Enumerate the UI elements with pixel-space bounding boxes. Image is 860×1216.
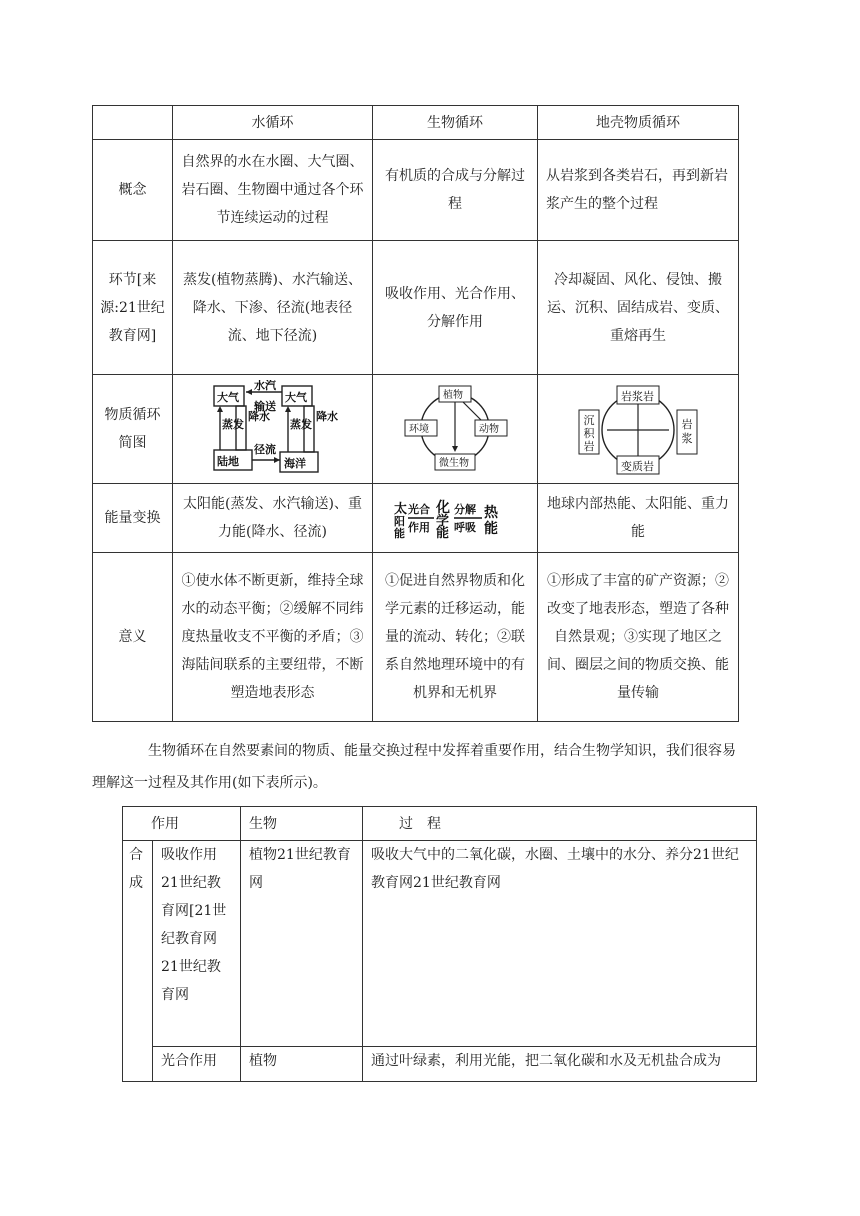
- cell-organism-photosynthesis: 植物: [241, 1047, 363, 1082]
- evap-arrowhead-1: [217, 406, 223, 412]
- cell-crust-concept: 从岩浆到各类岩石，再到新岩浆产生的整个过程: [538, 140, 739, 241]
- water-cycle-diagram: [208, 380, 338, 478]
- header-water-cycle: 水循环: [173, 106, 373, 140]
- cell-crust-significance: ①形成了丰富的矿产资源；②改变了地表形态，塑造了各种自然景观；③实现了地区之间、圈层之间的物质交换、能量传输: [538, 553, 739, 722]
- cell-crust-diagram: [538, 375, 739, 484]
- bio-diag-env: 环境: [409, 424, 429, 435]
- bio-diag-plant: 植物: [443, 390, 463, 401]
- formula-chem-3: 能: [436, 526, 450, 541]
- cell-bio-steps: 吸收作用、光合作用、分解作用: [373, 241, 538, 375]
- cell-organism-absorption: 植物21世纪教育网: [241, 841, 363, 1047]
- cell-water-energy: 太阳能(蒸发、水汽输送)、重力能(降水、径流): [173, 484, 373, 553]
- formula-sun-1: 太: [394, 502, 408, 517]
- header-process: 过 程: [363, 807, 757, 841]
- formula-heat-2: 能: [484, 521, 498, 537]
- water-diag-atm2: 大气: [284, 391, 307, 404]
- crust-diag-sediment-2: 积: [583, 427, 595, 440]
- water-diag-runoff: 径流: [253, 443, 276, 456]
- formula-chem-2: 学: [436, 514, 450, 529]
- water-diag-rain1: 降水: [247, 410, 270, 423]
- water-diag-rain2: 降水: [315, 410, 338, 423]
- table-row: [123, 841, 757, 1047]
- header-bio-cycle: 生物循环: [373, 106, 538, 140]
- cell-crust-energy: 地球内部热能、太阳能、重力能: [538, 484, 739, 553]
- row-label-steps: 环节[来源:21世纪教育网]: [93, 241, 173, 375]
- table-header-row: [93, 106, 739, 140]
- evap-arrowhead-2: [285, 406, 291, 412]
- cell-bio-significance: ①促进自然界物质和化学元素的迁移运动，能量的流动、转化；②联系自然地理环境中的有机界和无机界: [373, 553, 538, 722]
- cell-process-photosynthesis: 通过叶绿素，利用光能，把二氧化碳和水及无机盐合成为: [363, 1047, 757, 1082]
- group-synthesis: [123, 841, 153, 1082]
- cell-water-steps: 蒸发(植物蒸腾)、水汽输送、降水、下渗、径流(地表径流、地下径流): [173, 241, 373, 375]
- water-diag-evap1: 蒸发: [221, 418, 244, 431]
- table-row: [93, 140, 739, 241]
- cell-water-concept: 自然界的水在水圈、大气圈、岩石圈、生物圈中通过各个环节连续运动的过程: [173, 140, 373, 241]
- row-label-significance: 意义: [93, 553, 173, 722]
- water-diag-transport: 输送: [253, 400, 276, 413]
- table-row: [93, 375, 739, 484]
- cell-water-diagram: [173, 375, 373, 484]
- formula-decomp-2: 呼吸: [454, 521, 476, 534]
- formula-photo-1: 光合: [408, 503, 430, 516]
- table-row: [123, 1047, 757, 1082]
- row-label-energy: 能量变换: [93, 484, 173, 553]
- crust-diag-metamorphic: 变质岩: [621, 460, 654, 473]
- water-diag-vapor: 水汽: [253, 380, 276, 392]
- bio-role-table: [122, 806, 757, 1082]
- table-row: [93, 484, 739, 553]
- cell-bio-diagram: [373, 375, 538, 484]
- header-role: 作用: [123, 807, 241, 841]
- water-diag-evap2: 蒸发: [289, 418, 312, 431]
- body-paragraph: 生物循环在自然要素间的物质、能量交换过程中发挥着重要作用，结合生物学知识，我们很容易理解这一过程及其作用(如下表所示)。: [92, 743, 736, 791]
- cell-bio-energy: [373, 484, 538, 553]
- row-label-concept: 概念: [93, 140, 173, 241]
- crust-diag-sediment-1: 沉: [583, 414, 595, 427]
- crust-cycle-diagram: [573, 380, 703, 478]
- table-row: [93, 241, 739, 375]
- water-diag-ocean: 海洋: [283, 457, 306, 470]
- formula-sun-3: 能: [394, 527, 405, 540]
- cell-water-significance: ①使水体不断更新，维持全球水的动态平衡；②缓解不同纬度热量收支不平衡的矛盾；③海陆间联系的主要纽带，不断塑造地表形态: [173, 553, 373, 722]
- cell-role-absorption: 吸收作用21世纪教育网[21世纪教育网21世纪教育网: [153, 841, 241, 1047]
- crust-diag-sediment-3: 岩: [583, 440, 595, 453]
- water-diag-atm1: 大气: [216, 391, 239, 404]
- bio-cycle-diagram: [395, 380, 515, 478]
- formula-sun-2: 阳: [394, 515, 405, 528]
- group-synthesis-label: 合成: [129, 847, 143, 891]
- bio-diag-animal: 动物: [479, 424, 499, 435]
- bio-diag-microbe: 微生物: [439, 458, 469, 469]
- formula-heat-1: 热: [484, 505, 498, 521]
- header-crust-cycle: 地壳物质循环: [538, 106, 739, 140]
- energy-formula: [392, 495, 518, 541]
- cycle-comparison-table: [92, 105, 739, 722]
- cell-role-photosynthesis: 光合作用: [153, 1047, 241, 1082]
- water-diag-land: 陆地: [216, 455, 239, 468]
- runoff-arrowhead: [274, 457, 280, 463]
- vapor-arrowhead: [246, 389, 252, 395]
- crust-diag-magma-2: 浆: [681, 432, 693, 445]
- table-header-row: [123, 807, 757, 841]
- cell-bio-concept: 有机质的合成与分解过程: [373, 140, 538, 241]
- cell-process-absorption: 吸收大气中的二氧化碳，水圈、土壤中的水分、养分21世纪教育网21世纪教育网: [363, 841, 757, 1047]
- table-row: [93, 553, 739, 722]
- formula-chem-1: 化: [436, 500, 450, 516]
- crust-diag-magma-1: 岩: [681, 418, 693, 431]
- cell-crust-steps: 冷却凝固、风化、侵蚀、搬运、沉积、固结成岩、变质、重熔再生: [538, 241, 739, 375]
- header-organism: 生物: [241, 807, 363, 841]
- header-empty: [93, 106, 173, 140]
- formula-decomp-1: 分解: [454, 503, 476, 516]
- row-label-diagram: 物质循环简图: [93, 375, 173, 484]
- crust-diag-magmarock: 岩浆岩: [621, 390, 654, 403]
- formula-photo-2: 作用: [408, 521, 430, 534]
- plant-to-microbe-head: [452, 446, 458, 452]
